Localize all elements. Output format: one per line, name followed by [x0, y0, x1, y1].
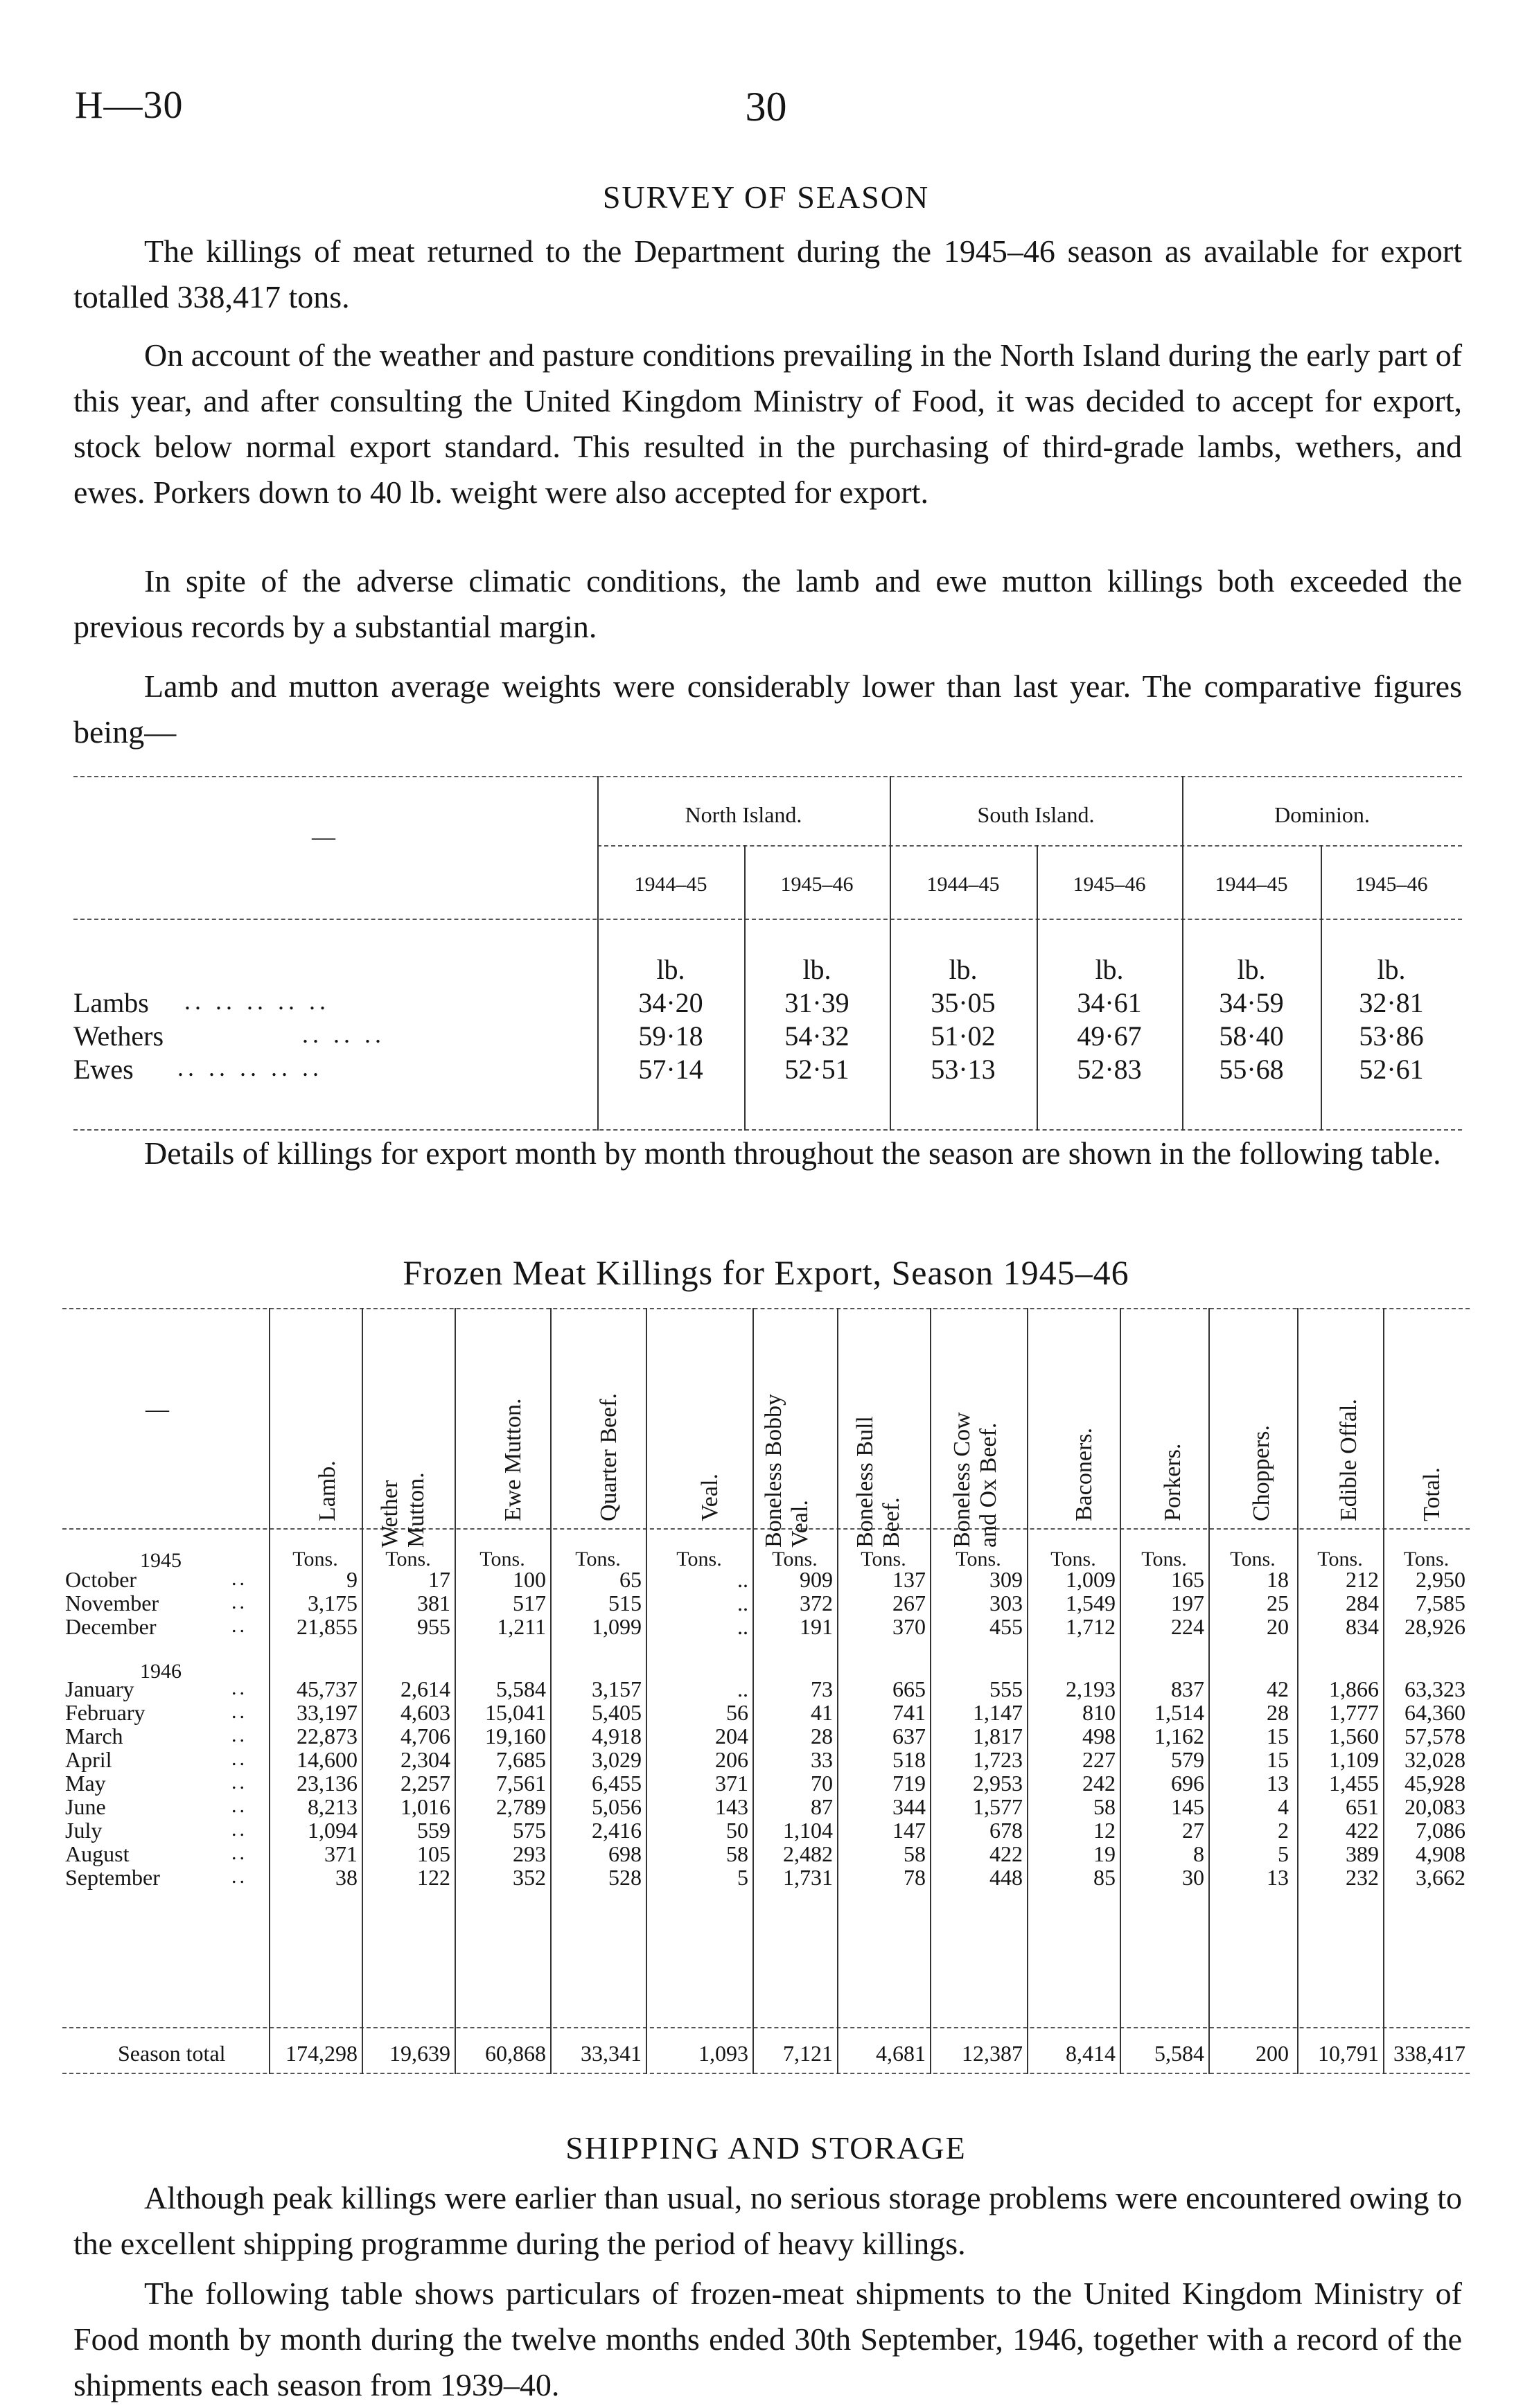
- table-cell: 267: [892, 1591, 926, 1615]
- table-cell: 15: [1267, 1747, 1289, 1772]
- survey-paragraph-2: On account of the weather and pasture conditions prevailing in the North Island during the early part of this year, and after consulting the United Kingdom Ministry of Food, it was decided to accept for export, stock below normal export standard. This resulted in the purchasing of third-grade lambs, wethers, and ewes. Porkers down to 40 lb. weight were also accepted for export.: [73, 337, 1463, 510]
- table-cell: 85: [1093, 1865, 1116, 1890]
- table-cell: 1,016: [400, 1794, 450, 1819]
- leader-dots: ..: [231, 1567, 247, 1590]
- unit-tons: Tons.: [676, 1548, 722, 1570]
- season-total-cell: 8,414: [1066, 2041, 1116, 2066]
- unit-label: lb.: [1377, 954, 1406, 985]
- table-cell: 1,455: [1329, 1771, 1379, 1796]
- leader-dots: ..: [231, 1700, 247, 1723]
- table-cell: 28: [1267, 1700, 1289, 1725]
- table-cell: 422: [1346, 1818, 1379, 1843]
- table-cell: 58: [726, 1841, 748, 1866]
- table-cell: 13: [1267, 1865, 1289, 1890]
- year-header: 1944–45: [926, 873, 1000, 896]
- table-cell: 515: [608, 1591, 642, 1615]
- table-cell: 23,136: [297, 1771, 358, 1796]
- table-cell: 678: [989, 1818, 1023, 1843]
- weight-value: 34·59: [1219, 987, 1284, 1018]
- table-cell: 371: [715, 1771, 748, 1796]
- table-cell: 32,028: [1405, 1747, 1465, 1772]
- month-label: April: [65, 1747, 112, 1772]
- table-cell: 78: [904, 1865, 926, 1890]
- table-cell: 58: [1093, 1794, 1116, 1819]
- table-cell: 19: [1093, 1841, 1116, 1866]
- average-weights-table: [73, 776, 1462, 1133]
- table-cell: 145: [1171, 1794, 1204, 1819]
- table-cell: 19,160: [485, 1724, 546, 1749]
- leader-dots: ..: [231, 1591, 247, 1613]
- table-cell: 21,855: [297, 1614, 358, 1639]
- table-cell: 2,304: [400, 1747, 450, 1772]
- table-cell: 309: [989, 1567, 1023, 1592]
- table-cell: 528: [608, 1865, 642, 1890]
- month-label: January: [65, 1676, 134, 1701]
- table-cell: 20,083: [1405, 1794, 1465, 1819]
- season-total-cell: 174,298: [285, 2041, 358, 2066]
- unit-tons: Tons.: [479, 1548, 525, 1570]
- unit-tons: Tons.: [1141, 1548, 1187, 1570]
- leader-dots: .. .. ..: [302, 1020, 385, 1048]
- group-dominion: Dominion.: [1274, 802, 1370, 827]
- column-header-baconers: Baconers.: [1071, 1427, 1097, 1521]
- table-rule: [62, 2027, 1470, 2028]
- table-cell: 227: [1082, 1747, 1116, 1772]
- table-cell: 5,056: [592, 1794, 642, 1819]
- table-cell: 4,603: [400, 1700, 450, 1725]
- weight-value: 58·40: [1219, 1020, 1284, 1052]
- table-cell: 143: [715, 1794, 748, 1819]
- weight-value: 52·83: [1077, 1054, 1142, 1085]
- table-cell: 719: [892, 1771, 926, 1796]
- table-cell: 5: [737, 1865, 748, 1890]
- table-cell: 45,928: [1405, 1771, 1465, 1796]
- table-cell: 100: [513, 1567, 546, 1592]
- column-header-porkers: Porkers.: [1160, 1443, 1186, 1521]
- table-cell: 28,926: [1405, 1614, 1465, 1639]
- weight-value: 32·81: [1359, 987, 1424, 1018]
- table-cell: 1,104: [783, 1818, 833, 1843]
- killings-table-title: Frozen Meat Killings for Export, Season 1945–46: [403, 1253, 1129, 1292]
- table-cell: 17: [428, 1567, 450, 1592]
- table-cell: 2,950: [1416, 1567, 1465, 1592]
- table-cell: 1,514: [1154, 1700, 1204, 1725]
- table-cell: 1,549: [1066, 1591, 1116, 1615]
- leader-dots: ..: [231, 1614, 247, 1637]
- month-label: August: [65, 1841, 130, 1866]
- month-label: September: [65, 1865, 160, 1890]
- year-header: 1945–46: [1073, 873, 1146, 896]
- table-cell: 575: [513, 1818, 546, 1843]
- table-cell: 122: [417, 1865, 450, 1890]
- season-total-cell: 33,341: [581, 2041, 642, 2066]
- survey-paragraph-3: In spite of the adverse climatic conditions, the lamb and ewe mutton killings both exceeded the previous records by a substantial margin.: [73, 563, 1462, 644]
- table-cell: 57,578: [1405, 1724, 1465, 1749]
- month-label: October: [65, 1567, 137, 1592]
- unit-label: lb.: [949, 954, 978, 985]
- table-cell: 1,817: [973, 1724, 1023, 1749]
- unit-tons: Tons.: [1317, 1548, 1363, 1570]
- table-cell: 696: [1171, 1771, 1204, 1796]
- table-cell: 7,685: [496, 1747, 546, 1772]
- table-cell: 27: [1182, 1818, 1204, 1843]
- table-cell: 371: [324, 1841, 358, 1866]
- table-cell: 5: [1278, 1841, 1289, 1866]
- table-cell: 4: [1278, 1794, 1289, 1819]
- weight-value: 35·05: [931, 987, 996, 1018]
- leader-dots: ..: [231, 1676, 247, 1699]
- season-total-cell: 5,584: [1154, 2041, 1204, 2066]
- leader-dots: ..: [231, 1747, 247, 1770]
- table-cell: 665: [892, 1676, 926, 1701]
- table-cell: 204: [715, 1724, 748, 1749]
- corner-dash: —: [146, 1397, 169, 1422]
- table-cell: 1,094: [308, 1818, 358, 1843]
- column-header-wether-mutton: Wether Mutton.: [377, 1472, 429, 1548]
- table-cell: 41: [811, 1700, 833, 1725]
- table-cell: 224: [1171, 1614, 1204, 1639]
- table-cell: 352: [513, 1865, 546, 1890]
- table-cell: 18: [1267, 1567, 1289, 1592]
- weight-value: 55·68: [1219, 1054, 1284, 1085]
- table-cell: 1,109: [1329, 1747, 1379, 1772]
- month-label: March: [65, 1724, 123, 1749]
- table-cell: 6,455: [592, 1771, 642, 1796]
- table-cell: 22,873: [297, 1724, 358, 1749]
- details-paragraph: Details of killings for export month by month throughout the season are shown in the following table.: [144, 1135, 1441, 1171]
- table-cell: 15,041: [485, 1700, 546, 1725]
- table-cell: 284: [1346, 1591, 1379, 1615]
- table-cell: 3,029: [592, 1747, 642, 1772]
- table-cell: 389: [1346, 1841, 1379, 1866]
- month-label: November: [65, 1591, 159, 1615]
- table-cell: 370: [892, 1614, 926, 1639]
- shipping-heading: SHIPPING AND STORAGE: [565, 2130, 967, 2166]
- table-cell: 517: [513, 1591, 546, 1615]
- weight-value: 52·51: [784, 1054, 849, 1085]
- column-header-total: Total.: [1419, 1467, 1445, 1521]
- month-label: December: [65, 1614, 157, 1639]
- table-cell: 1,560: [1329, 1724, 1379, 1749]
- season-total-cell: 4,681: [876, 2041, 926, 2066]
- table-cell: 1,009: [1066, 1567, 1116, 1592]
- table-rule: [62, 1308, 1470, 1309]
- unit-tons: Tons.: [1403, 1548, 1450, 1570]
- table-cell: 2,257: [400, 1771, 450, 1796]
- leader-dots: .. .. .. .. ..: [177, 1054, 323, 1081]
- corner-dash: —: [312, 824, 335, 850]
- table-cell: 579: [1171, 1747, 1204, 1772]
- table-cell: 741: [892, 1700, 926, 1725]
- unit-tons: Tons.: [1050, 1548, 1096, 1570]
- table-cell: 63,323: [1405, 1676, 1465, 1701]
- column-header-boneless-bobby-veal: Boneless Bobby Veal.: [761, 1394, 813, 1548]
- table-cell: 73: [811, 1676, 833, 1701]
- table-cell: 344: [892, 1794, 926, 1819]
- table-cell: 1,099: [592, 1614, 642, 1639]
- table-cell: 2,614: [400, 1676, 450, 1701]
- column-header-veal: Veal.: [697, 1473, 723, 1521]
- table-cell: 38: [335, 1865, 358, 1890]
- table-cell: 20: [1267, 1614, 1289, 1639]
- table-cell: 7,086: [1416, 1818, 1465, 1843]
- table-cell: 165: [1171, 1567, 1204, 1592]
- weight-value: 34·61: [1077, 987, 1142, 1018]
- table-cell: 9: [346, 1567, 358, 1592]
- year-label-1946: 1946: [140, 1660, 182, 1683]
- table-cell: 137: [892, 1567, 926, 1592]
- table-cell: 28: [811, 1724, 833, 1749]
- survey-paragraph-1: The killings of meat returned to the Department during the 1945–46 season as available for export totalled 338,417 tons.: [73, 233, 1462, 315]
- unit-tons: Tons.: [772, 1548, 818, 1570]
- table-cell: 50: [726, 1818, 748, 1843]
- row-label-ewes: Ewes: [73, 1054, 134, 1085]
- weight-value: 53·86: [1359, 1020, 1424, 1052]
- table-cell: 65: [619, 1567, 642, 1592]
- leader-dots: ..: [231, 1794, 247, 1817]
- weight-value: 54·32: [784, 1020, 849, 1052]
- weight-value: 34·20: [638, 987, 703, 1018]
- season-total-cell: 19,639: [389, 2041, 450, 2066]
- table-cell: 33,197: [297, 1700, 358, 1725]
- table-cell: 58: [904, 1841, 926, 1866]
- table-cell: 372: [800, 1591, 833, 1615]
- table-cell: 955: [417, 1614, 450, 1639]
- table-cell: 559: [417, 1818, 450, 1843]
- table-cell: 1,211: [497, 1614, 546, 1639]
- page-number: 30: [745, 84, 787, 130]
- table-cell: 56: [726, 1700, 748, 1725]
- table-cell: 837: [1171, 1676, 1204, 1701]
- table-cell: 651: [1346, 1794, 1379, 1819]
- year-header: 1944–45: [634, 873, 707, 896]
- table-cell: 206: [715, 1747, 748, 1772]
- table-rule: [73, 776, 1462, 777]
- year-label-1945: 1945: [140, 1549, 182, 1572]
- table-cell: 381: [417, 1591, 450, 1615]
- killings-table: [62, 1308, 1470, 2077]
- table-cell: 303: [989, 1591, 1023, 1615]
- unit-label: lb.: [1095, 954, 1124, 985]
- table-cell: 455: [989, 1614, 1023, 1639]
- table-cell: 45,737: [297, 1676, 358, 1701]
- table-cell: 834: [1346, 1614, 1379, 1639]
- year-header: 1944–45: [1215, 873, 1288, 896]
- weight-value: 52·61: [1359, 1054, 1424, 1085]
- table-cell: 698: [608, 1841, 642, 1866]
- table-cell: 5,405: [592, 1700, 642, 1725]
- table-cell: 1,723: [973, 1747, 1023, 1772]
- row-label-wethers: Wethers: [73, 1020, 164, 1052]
- month-label: February: [65, 1700, 146, 1725]
- table-cell: 4,706: [400, 1724, 450, 1749]
- unit-label: lb.: [802, 954, 831, 985]
- table-cell: 5,584: [496, 1676, 546, 1701]
- table-cell: 518: [892, 1747, 926, 1772]
- table-cell: 15: [1267, 1724, 1289, 1749]
- weight-value: 31·39: [784, 987, 849, 1018]
- weight-value: 51·02: [931, 1020, 996, 1052]
- table-cell: 8,213: [308, 1794, 358, 1819]
- weight-value: 59·18: [638, 1020, 703, 1052]
- table-cell: 1,577: [973, 1794, 1023, 1819]
- column-header-boneless-cow-ox-beef: Boneless Cow and Ox Beef.: [949, 1412, 1001, 1548]
- weight-value: 57·14: [638, 1054, 703, 1085]
- table-cell: 555: [989, 1676, 1023, 1701]
- table-cell: 8: [1193, 1841, 1204, 1866]
- month-label: June: [65, 1794, 106, 1819]
- table-cell: 7,585: [1416, 1591, 1465, 1615]
- table-cell: 1,731: [783, 1865, 833, 1890]
- table-cell: 2,193: [1066, 1676, 1116, 1701]
- table-cell: 2,482: [783, 1841, 833, 1866]
- leader-dots: ..: [231, 1865, 247, 1888]
- year-header: 1945–46: [780, 873, 854, 896]
- table-cell: 2,789: [496, 1794, 546, 1819]
- column-header-lamb: Lamb.: [315, 1460, 340, 1521]
- table-cell: 4,918: [592, 1724, 642, 1749]
- table-cell: 14,600: [297, 1747, 358, 1772]
- group-south-island: South Island.: [977, 802, 1095, 827]
- table-cell: 4,908: [1416, 1841, 1465, 1866]
- document-reference: H—30: [75, 84, 184, 127]
- unit-tons: Tons.: [575, 1548, 621, 1570]
- table-cell: 25: [1267, 1591, 1289, 1615]
- survey-heading: SURVEY OF SEASON: [602, 179, 930, 215]
- leader-dots: ..: [231, 1818, 247, 1841]
- unit-tons: Tons.: [385, 1548, 431, 1570]
- table-cell: 212: [1346, 1567, 1379, 1592]
- leader-dots: ..: [231, 1771, 247, 1794]
- table-cell: ..: [737, 1567, 748, 1592]
- table-cell: 191: [800, 1614, 833, 1639]
- table-cell: 87: [811, 1794, 833, 1819]
- column-header-boneless-bull-beef: Boneless Bull Beef.: [852, 1416, 904, 1548]
- unit-label: lb.: [1237, 954, 1266, 985]
- column-header-ewe-mutton: Ewe Mutton.: [500, 1398, 526, 1521]
- season-total-cell: 10,791: [1318, 2041, 1379, 2066]
- season-total-cell: 12,387: [962, 2041, 1023, 2066]
- table-cell: 498: [1082, 1724, 1116, 1749]
- table-cell: ..: [737, 1591, 748, 1615]
- season-total-cell: 1,093: [698, 2041, 748, 2066]
- leader-dots: ..: [231, 1841, 247, 1864]
- table-cell: 422: [989, 1841, 1023, 1866]
- table-cell: 293: [513, 1841, 546, 1866]
- season-total-cell: 200: [1256, 2041, 1289, 2066]
- table-cell: 242: [1082, 1771, 1116, 1796]
- row-label-lambs: Lambs: [73, 987, 149, 1018]
- table-cell: 3,662: [1416, 1865, 1465, 1890]
- column-divider: [646, 1308, 647, 2074]
- table-cell: 1,777: [1329, 1700, 1379, 1725]
- table-cell: 42: [1267, 1676, 1289, 1701]
- table-cell: 7,561: [496, 1771, 546, 1796]
- table-cell: 3,175: [308, 1591, 358, 1615]
- table-cell: 1,162: [1154, 1724, 1204, 1749]
- table-cell: 909: [800, 1567, 833, 1592]
- season-total-label: Season total: [118, 2041, 226, 2066]
- month-label: May: [65, 1771, 106, 1796]
- shipping-paragraph-2: The following table shows particulars of frozen-meat shipments to the United Kingdom Ministry of Food month by month during the twelve months ended 30th September, 1946, together with a record of the shipments each season from 1939–40.: [73, 2276, 1462, 2402]
- unit-tons: Tons.: [861, 1548, 906, 1570]
- table-cell: 1,147: [973, 1700, 1023, 1725]
- table-cell: ..: [737, 1676, 748, 1701]
- table-cell: 30: [1182, 1865, 1204, 1890]
- weight-value: 53·13: [931, 1054, 996, 1085]
- table-cell: 64,360: [1405, 1700, 1465, 1725]
- table-cell: 810: [1082, 1700, 1116, 1725]
- table-cell: 2: [1278, 1818, 1289, 1843]
- unit-tons: Tons.: [1230, 1548, 1276, 1570]
- leader-dots: ..: [231, 1724, 247, 1746]
- table-cell: 12: [1093, 1818, 1116, 1843]
- table-cell: 147: [892, 1818, 926, 1843]
- column-header-quarter-beef: Quarter Beef.: [596, 1392, 622, 1521]
- season-total-cell: 60,868: [485, 2041, 546, 2066]
- unit-tons: Tons.: [292, 1548, 338, 1570]
- table-cell: 70: [811, 1771, 833, 1796]
- survey-paragraph-4: Lamb and mutton average weights were considerably lower than last year. The comparative figures being—: [73, 669, 1462, 750]
- table-cell: 1,866: [1329, 1676, 1379, 1701]
- table-cell: 33: [811, 1747, 833, 1772]
- table-cell: 1,712: [1066, 1614, 1116, 1639]
- column-header-choppers: Choppers.: [1249, 1425, 1274, 1521]
- table-cell: 2,953: [973, 1771, 1023, 1796]
- table-cell: 197: [1171, 1591, 1204, 1615]
- leader-dots: .. .. .. .. ..: [184, 987, 330, 1015]
- table-rule: [62, 2073, 1470, 2074]
- group-north-island: North Island.: [685, 802, 802, 827]
- table-cell: 232: [1346, 1865, 1379, 1890]
- month-label: July: [65, 1818, 103, 1843]
- unit-label: lb.: [656, 954, 685, 985]
- season-total-cell: 338,417: [1393, 2041, 1465, 2066]
- year-header: 1945–46: [1355, 873, 1428, 896]
- table-cell: ..: [737, 1614, 748, 1639]
- table-cell: 2,416: [592, 1818, 642, 1843]
- table-rule: [597, 845, 1462, 847]
- table-rule: [73, 919, 1462, 920]
- season-total-cell: 7,121: [783, 2041, 833, 2066]
- column-header-edible-offal: Edible Offal.: [1336, 1399, 1362, 1521]
- table-cell: 448: [989, 1865, 1023, 1890]
- table-cell: 3,157: [592, 1676, 642, 1701]
- unit-tons: Tons.: [956, 1548, 1001, 1570]
- shipping-paragraph-1: Although peak killings were earlier than usual, no serious storage problems were encountered owing to the excellent shipping programme during the period of heavy killings.: [73, 2180, 1462, 2261]
- table-cell: 105: [417, 1841, 450, 1866]
- weight-value: 49·67: [1077, 1020, 1142, 1052]
- table-cell: 637: [892, 1724, 926, 1749]
- table-cell: 13: [1267, 1771, 1289, 1796]
